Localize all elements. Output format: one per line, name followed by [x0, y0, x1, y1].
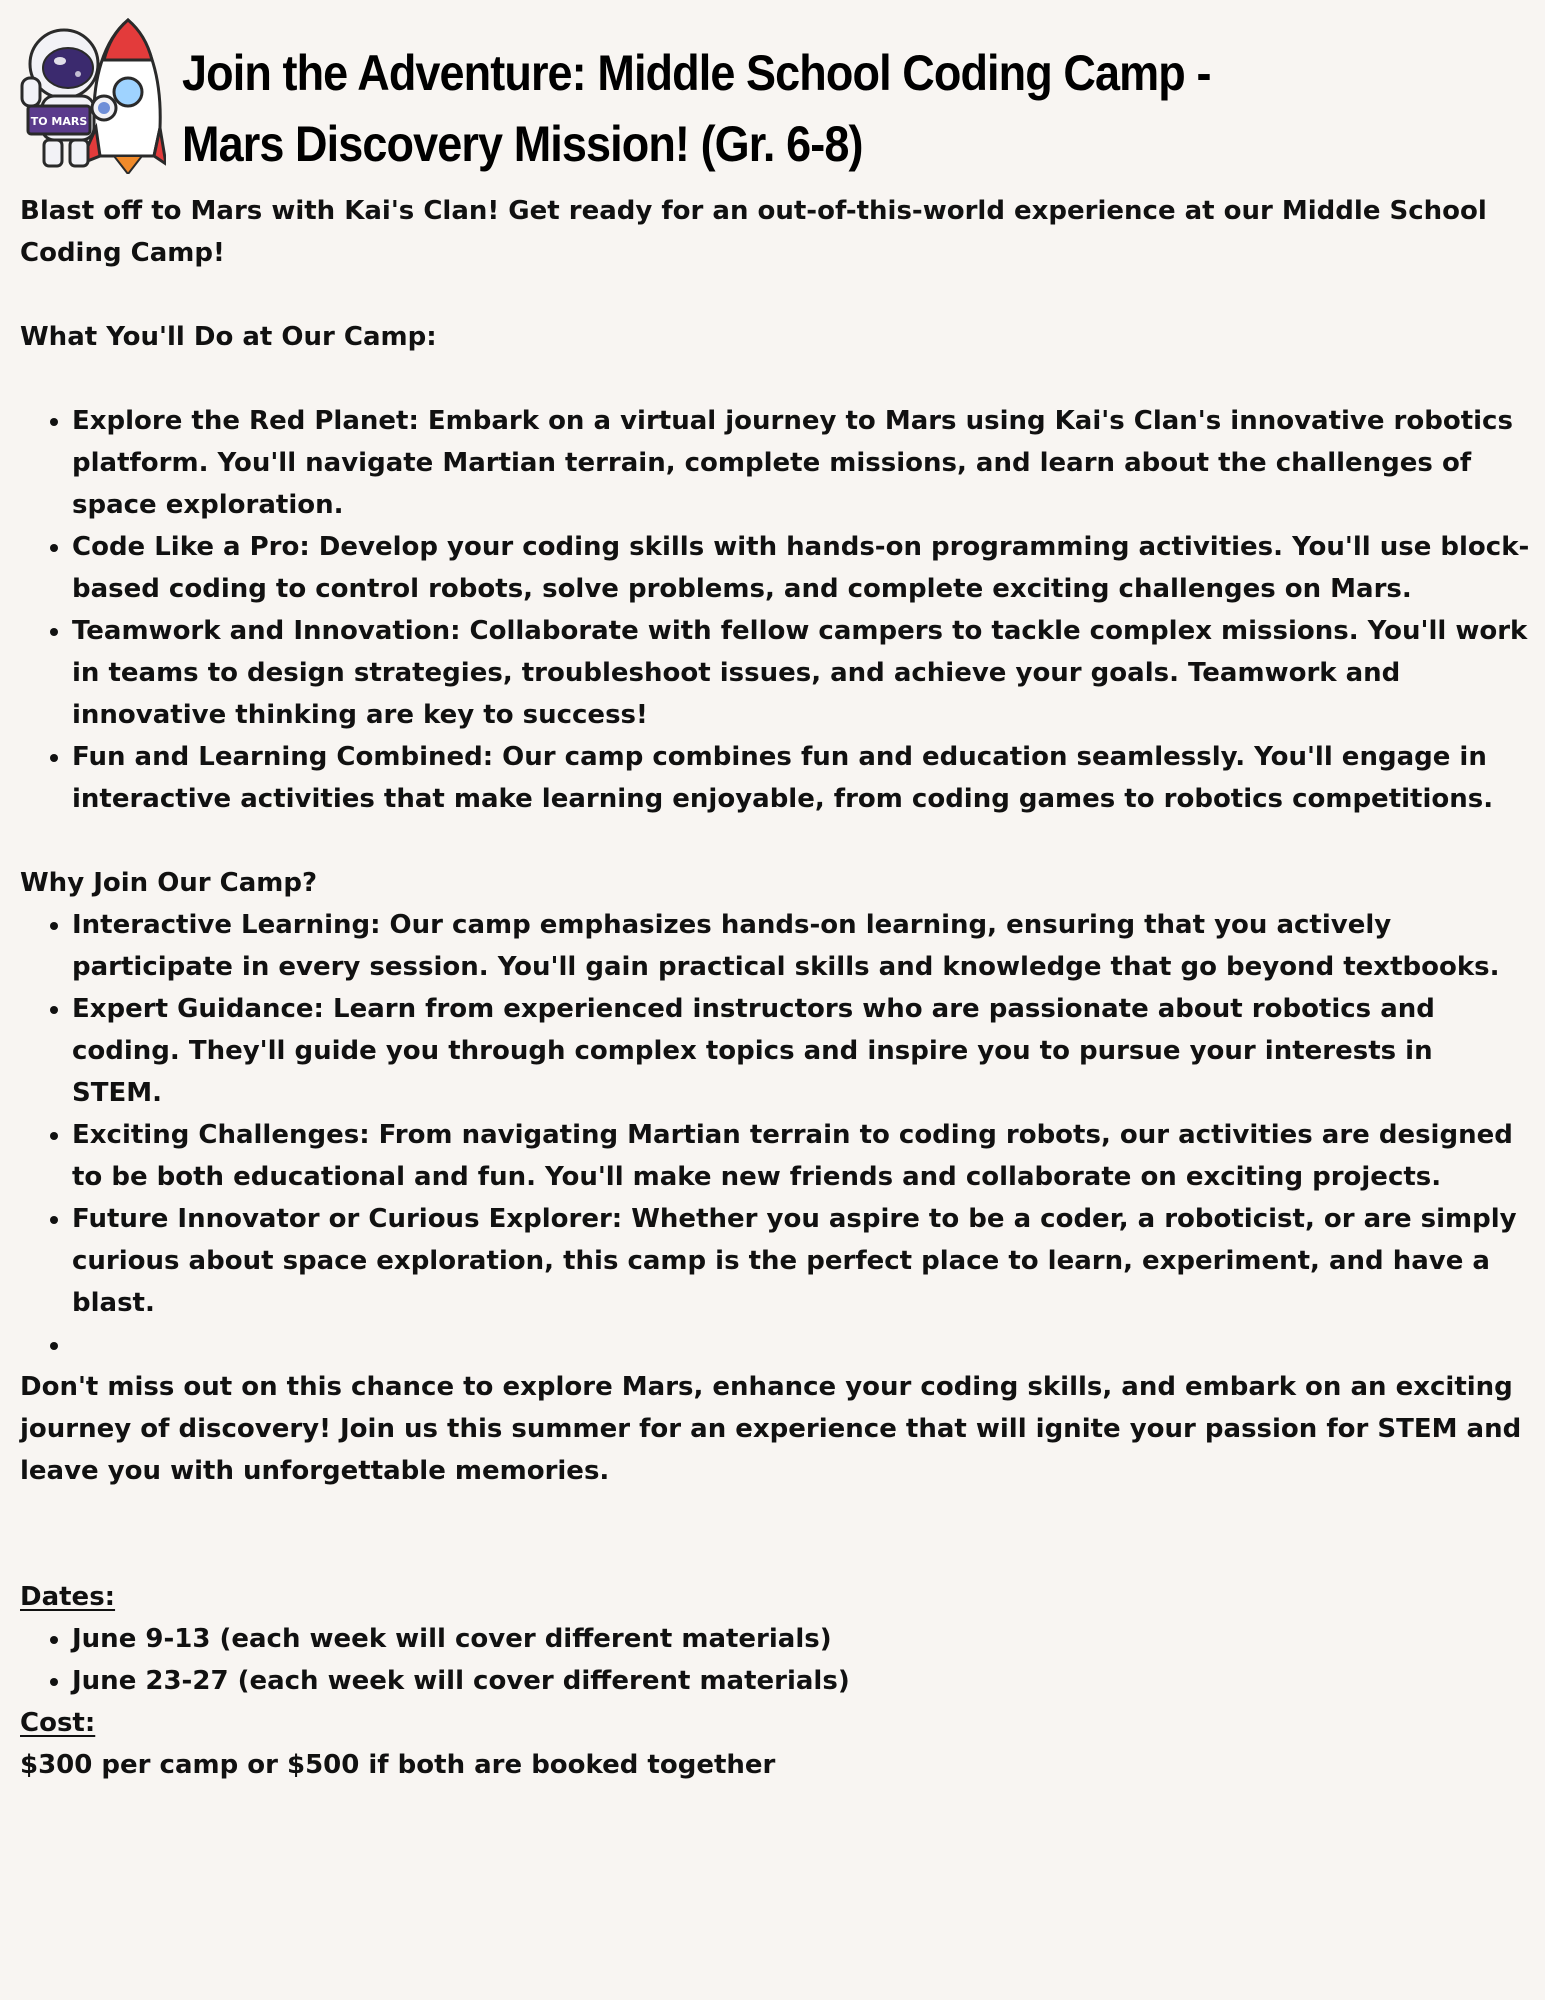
date-item: • June 9-13 (each week will cover different materials)	[72, 1618, 1530, 1660]
activities-heading: What You'll Do at Our Camp:	[20, 322, 437, 352]
list-item: • Code Like a Pro: Develop your coding skills with hands-on programming activities. You'll use block-based coding to control robots, solve problems, and complete exciting challenges on Mars.	[72, 526, 1530, 610]
spacer	[20, 1492, 1530, 1534]
reasons-list	[20, 904, 1530, 1366]
reasons-heading: Why Join Our Camp?	[20, 868, 318, 898]
spacer	[20, 1534, 1530, 1576]
dates-label: Dates:	[20, 1582, 116, 1612]
logo-sign-text: TO MARS	[30, 115, 88, 128]
empty-list-item	[72, 1324, 1530, 1366]
main-content	[20, 190, 1530, 1786]
date-item: • June 23-27 (each week will cover different materials)	[72, 1660, 1530, 1702]
closing-paragraph: Don't miss out on this chance to explore Mars, enhance your coding skills, and embark on an exciting journey of discovery! Join us this summer for an experience that will ignite your passion for STEM and leave you with unforgettable memories.	[20, 1372, 1522, 1486]
spacer	[20, 820, 1530, 862]
page-title: Join the Adventure: Middle School Coding Camp - Mars Discovery Mission! (Gr. 6-8)	[182, 45, 1211, 172]
list-item: • Interactive Learning: Our camp emphasizes hands-on learning, ensuring that you actively participate in every session. You'll gain practical skills and knowledge that go beyond textbooks.	[72, 904, 1530, 988]
list-item: • Explore the Red Planet: Embark on a virtual journey to Mars using Kai's Clan's innovative robotics platform. You'll navigate Martian terrain, complete missions, and learn about the challenges of space exploration.	[72, 400, 1530, 526]
spacer	[20, 274, 1530, 316]
list-item: • Teamwork and Innovation: Collaborate with fellow campers to tackle complex missions. You'll work in teams to design strategies, troubleshoot issues, and achieve your goals. Teamwork and innovative thinking are key to success!	[72, 610, 1530, 736]
intro-paragraph: Blast off to Mars with Kai's Clan! Get ready for an out-of-this-world experience at our Middle School Coding Camp!	[20, 196, 1487, 268]
spacer	[20, 358, 1530, 400]
cost-text: $300 per camp or $500 if both are booked together	[20, 1750, 776, 1780]
cost-label: Cost:	[20, 1708, 96, 1738]
activities-list	[20, 400, 1530, 820]
dates-list	[20, 1618, 1530, 1702]
list-item: • Exciting Challenges: From navigating Martian terrain to coding robots, our activities are designed to be both educational and fun. You'll make new friends and collaborate on exciting projects.	[72, 1114, 1530, 1198]
list-item: • Expert Guidance: Learn from experienced instructors who are passionate about robotics and coding. They'll guide you through complex topics and inspire you to pursue your interests in STEM.	[72, 988, 1530, 1114]
logo-illustration	[20, 16, 166, 174]
list-item: • Fun and Learning Combined: Our camp combines fun and education seamlessly. You'll engage in interactive activities that make learning enjoyable, from coding games to robotics competitions.	[72, 736, 1530, 820]
list-item: • Future Innovator or Curious Explorer: Whether you aspire to be a coder, a roboticist, or are simply curious about space exploration, this camp is the perfect place to learn, experiment, and have a blast.	[72, 1198, 1530, 1324]
header	[20, 16, 1520, 176]
astronaut-rocket-icon	[20, 16, 166, 174]
